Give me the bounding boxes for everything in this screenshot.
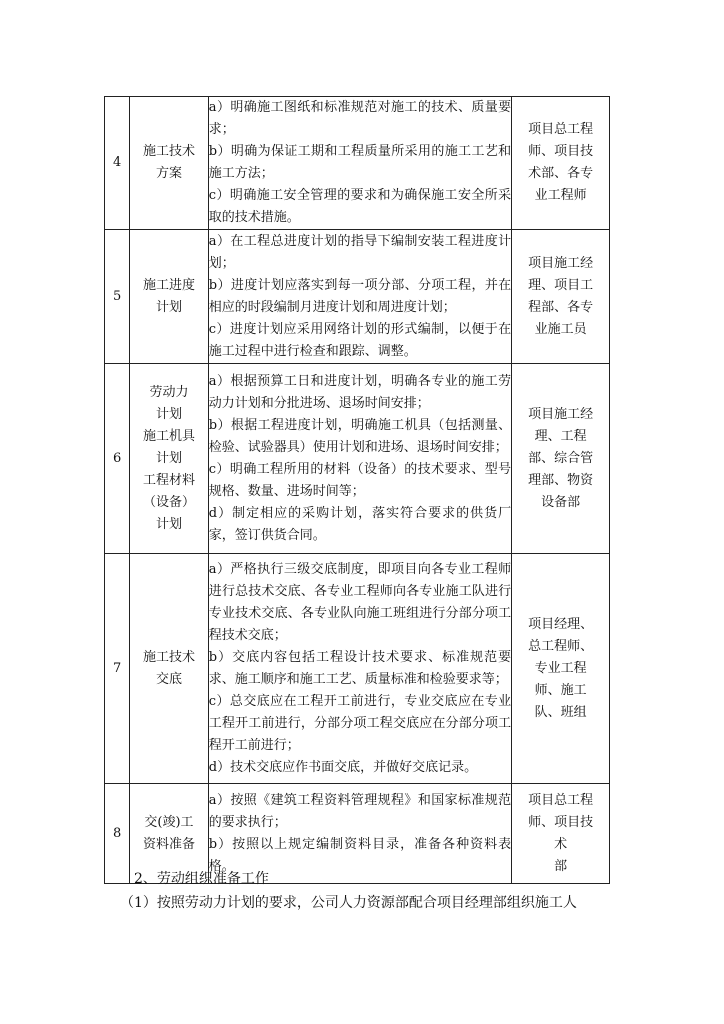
table-row bbox=[105, 364, 610, 554]
section-paragraph: （1）按照劳动力计划的要求，公司人力资源部配合项目经理部组织施工人 bbox=[120, 895, 577, 911]
item-content: a）在工程总进度计划的指导下编制安装工程进度计划； b）进度计划应落实到每一项分部、分项工程，并在相应的时段编制月进度计划和周进度计划； c）进度计划应采用网络计划的形式编制，以便于在施工过程中进行检查和跟踪、调整。 bbox=[208, 230, 511, 364]
item-content: a）明确施工图纸和标准规范对施工的技术、质量要求； b）明确为保证工期和工程质量所采用的施工工艺和施工方法； c）明确施工安全管理的要求和为确保施工安全所采取的技术措施。 bbox=[208, 97, 511, 230]
item-name: 施工进度 计划 bbox=[130, 230, 209, 364]
row-number: 8 bbox=[105, 784, 130, 884]
row-number: 4 bbox=[105, 97, 130, 230]
item-content: a）按照《建筑工程资料管理规程》和国家标准规范的要求执行； b）按照以上规定编制资料目录，准备各种资料表格。 bbox=[208, 784, 511, 884]
item-content: a）根据预算工日和进度计划，明确各专业的施工劳动力计划和分批进场、退场时间安排； b）根据工程进度计划，明确施工机具（包括测量、检验、试验器具）使用计划和进场、退场时间安排； c）明确工程所用的材料（设备）的技术要求、型号规格、数量、进场时间等； d）制定相应的采购计划，落实符合要求的供货厂家，签订供货合同。 bbox=[208, 364, 511, 554]
responsible-party: 项目施工经 理、工程 部、综合管 理部、物资 设备部 bbox=[512, 364, 610, 554]
item-name: 施工技术 方案 bbox=[130, 97, 209, 230]
section-heading: 2、劳动组织准备工作 bbox=[134, 871, 269, 887]
responsible-party: 项目总工程 师、项目技 术部、各专 业工程师 bbox=[512, 97, 610, 230]
row-number: 6 bbox=[105, 364, 130, 554]
responsible-party: 项目总工程 师、项目技 术 部 bbox=[512, 784, 610, 884]
item-name: 交(竣)工 资料准备 bbox=[130, 784, 209, 884]
preparation-plan-table bbox=[104, 96, 610, 884]
table-row bbox=[105, 230, 610, 364]
table-row bbox=[105, 97, 610, 230]
item-content: a）严格执行三级交底制度，即项目向各专业工程师进行总技术交底、各专业工程师向各专业施工队进行专业技术交底、各专业队向施工班组进行分部分项工程技术交底； b）交底内容包括工程设计技术要求、标准规范要求、施工顺序和施工工艺、质量标准和检验要求等； c）总交底应在工程开工前进行，专业交底应在专业工程开工前进行，分部分项工程交底应在分部分项工程开工前进行； d）技术交底应作书面交底，并做好交底记录。 bbox=[208, 554, 511, 784]
item-name: 劳动力 计划 施工机具 计划 工程材料 （设备） 计划 bbox=[130, 364, 209, 554]
row-number: 5 bbox=[105, 230, 130, 364]
table-row bbox=[105, 554, 610, 784]
item-name: 施工技术 交底 bbox=[130, 554, 209, 784]
responsible-party: 项目施工经 理、项目工 程部、各专 业施工员 bbox=[512, 230, 610, 364]
responsible-party: 项目经理、 总工程师、 专业工程 师、施工 队、班组 bbox=[512, 554, 610, 784]
row-number: 7 bbox=[105, 554, 130, 784]
